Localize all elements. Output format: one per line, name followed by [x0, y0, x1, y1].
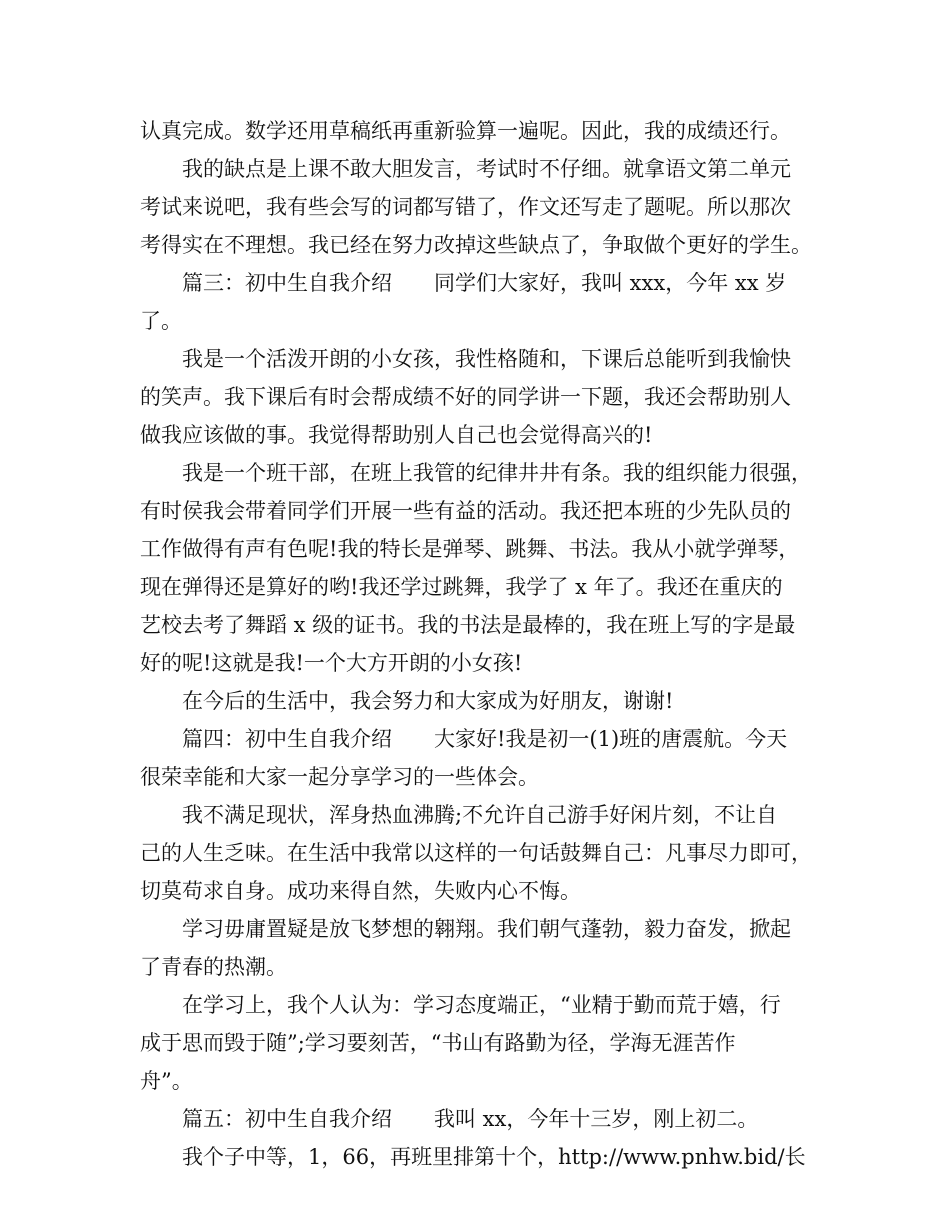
text-line: 我的缺点是上课不敢大胆发言，考试时不仔细。就拿语文第二单元 — [182, 157, 791, 181]
text-line: 做我应该做的事。我觉得帮助别人自己也会觉得高兴的! — [140, 423, 653, 447]
text-line: 在今后的生活中，我会努力和大家成为好朋友，谢谢! — [182, 689, 674, 713]
text-line: 学习毋庸置疑是放飞梦想的翱翔。我们朝气蓬勃，毅力奋发，掀起 — [182, 917, 791, 941]
text-line: 考试来说吧，我有些会写的词都写错了，作文还写走了题呢。所以那次 — [140, 195, 791, 219]
text-line: 成于思而毁于随”;学习要刻苦，“书山有路勤为径，学海无涯苦作 — [140, 1031, 736, 1055]
text-line: 我不满足现状，浑身热血沸腾;不允许自己游手好闲片刻，不让自 — [182, 803, 778, 827]
text-line: 我是一个班干部，在班上我管的纪律井井有条。我的组织能力很强， — [182, 461, 812, 485]
text-line: 考得实在不理想。我已经在努力改掉这些缺点了，争取做个更好的学生。 — [140, 233, 812, 257]
text-line: 舟”。 — [140, 1069, 193, 1093]
text-line: 了青春的热潮。 — [140, 955, 287, 979]
text-line: 切莫苟求自身。成功来得自然，失败内心不悔。 — [140, 879, 581, 903]
text-line: 我是一个活泼开朗的小女孩，我性格随和，下课后总能听到我愉快 — [182, 347, 791, 371]
document-body — [140, 112, 830, 1176]
section-heading-line: 篇四：初中生自我介绍 大家好!我是初一(1)班的唐震航。今天 — [182, 727, 788, 751]
text-line: 我个子中等，1，66，再班里排第十个，http://www.pnhw.bid/长 — [182, 1145, 806, 1169]
text-line: 工作做得有声有色呢!我的特长是弹琴、跳舞、书法。我从小就学弹琴， — [140, 537, 800, 561]
text-line: 有时侯我会带着同学们开展一些有益的活动。我还把本班的少先队员的 — [140, 499, 791, 523]
text-line: 认真完成。数学还用草稿纸再重新验算一遍呢。因此，我的成绩还行。 — [140, 119, 791, 143]
text-line: 的笑声。我下课后有时会帮成绩不好的同学讲一下题，我还会帮助别人 — [140, 385, 791, 409]
section-heading-line: 篇三：初中生自我介绍 同学们大家好，我叫 xxx，今年 xx 岁 — [182, 271, 787, 295]
text-line: 艺校去考了舞蹈 x 级的证书。我的书法是最棒的，我在班上写的字是最 — [140, 613, 796, 637]
section-heading-line: 篇五：初中生自我介绍 我叫 xx，今年十三岁，刚上初二。 — [182, 1107, 759, 1131]
text-line: 己的人生乏味。在生活中我常以这样的一句话鼓舞自己：凡事尽力即可， — [140, 841, 812, 865]
text-line: 好的呢!这就是我!一个大方开朗的小女孩! — [140, 651, 523, 675]
text-line: 很荣幸能和大家一起分享学习的一些体会。 — [140, 765, 539, 789]
text-line: 现在弹得还是算好的哟!我还学过跳舞，我学了 x 年了。我还在重庆的 — [140, 575, 783, 599]
text-line: 在学习上，我个人认为：学习态度端正，“业精于勤而荒于嬉，行 — [182, 993, 781, 1017]
text-line: 了。 — [140, 309, 182, 333]
